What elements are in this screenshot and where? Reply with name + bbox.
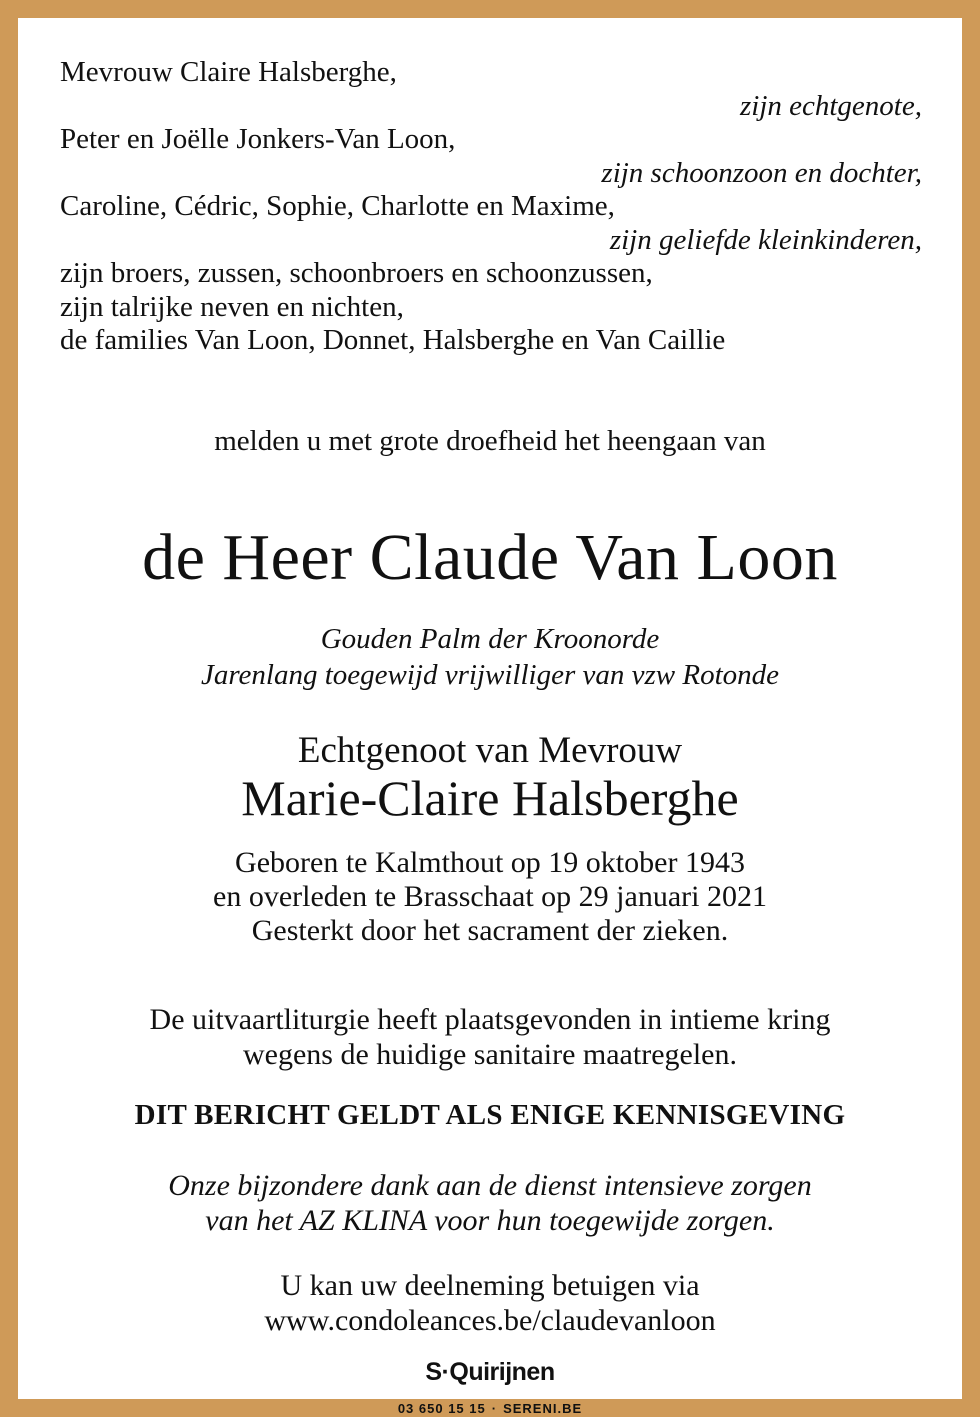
- condolence-line: U kan uw deelneming betuigen via: [280, 1269, 700, 1302]
- family-relation: zijn geliefde kleinkinderen,: [609, 223, 922, 256]
- family-list: [60, 56, 940, 358]
- family-member: Peter en Joëlle Jonkers-Van Loon,: [60, 123, 456, 155]
- service-line: De uitvaartliturgie heeft plaatsgevonden in intieme kring: [149, 1003, 831, 1036]
- birth-line: Geboren te Kalmthout op 19 oktober 1943: [235, 846, 745, 879]
- notice-text: DIT BERICHT GELDT ALS ENIGE KENNISGEVING: [134, 1099, 846, 1131]
- family-member: Mevrouw Claire Halsberghe,: [60, 56, 397, 88]
- website[interactable]: SERENI.BE: [503, 1401, 583, 1416]
- condolence-url[interactable]: www.condoleances.be/claudevanloon: [264, 1304, 716, 1337]
- life-details: [18, 846, 962, 948]
- separator: ·: [491, 1401, 498, 1416]
- service-info: [18, 1002, 962, 1072]
- phone-number: 03 650 15 15: [397, 1401, 486, 1416]
- spouse-intro: Echtgenoot van Mevrouw: [297, 730, 683, 771]
- thanks-line: van het AZ KLINA voor hun toegewijde zorgen.: [205, 1204, 775, 1237]
- announcement-text: melden u met grote droefheid het heengaan van: [214, 425, 766, 457]
- deceased-name: de Heer Claude Van Loon: [142, 521, 838, 594]
- family-member: Caroline, Cédric, Sophie, Charlotte en Maxime,: [60, 190, 615, 222]
- family-relation: zijn echtgenote,: [739, 89, 922, 122]
- thanks-line: Onze bijzondere dank aan de dienst intensieve zorgen: [168, 1169, 812, 1202]
- other-relatives: zijn broers, zussen, schoonbroers en schoonzussen,: [60, 257, 653, 289]
- honour-line: Gouden Palm der Kroonorde: [320, 623, 660, 655]
- spouse-name: Marie-Claire Halsberghe: [241, 770, 739, 826]
- death-line: en overleden te Brasschaat op 29 januari 2021: [213, 880, 767, 913]
- family-relation: zijn schoonzoon en dochter,: [601, 156, 922, 189]
- service-line: wegens de huidige sanitaire maatregelen.: [243, 1038, 737, 1071]
- thanks-text: [18, 1168, 962, 1238]
- condolence-info: [18, 1268, 962, 1338]
- honour-line: Jarenlang toegewijd vrijwilliger van vzw Rotonde: [200, 659, 780, 691]
- other-relatives: zijn talrijke neven en nichten,: [60, 290, 404, 323]
- honours: [18, 621, 962, 693]
- funeral-home-contact: [18, 1401, 962, 1416]
- other-relatives: de families Van Loon, Donnet, Halsberghe en Van Caillie: [60, 324, 726, 356]
- funeral-home-logo: S·Quirijnen: [425, 1358, 555, 1386]
- obituary-card: [18, 18, 962, 1416]
- sacrament-line: Gesterkt door het sacrament der zieken.: [251, 914, 729, 947]
